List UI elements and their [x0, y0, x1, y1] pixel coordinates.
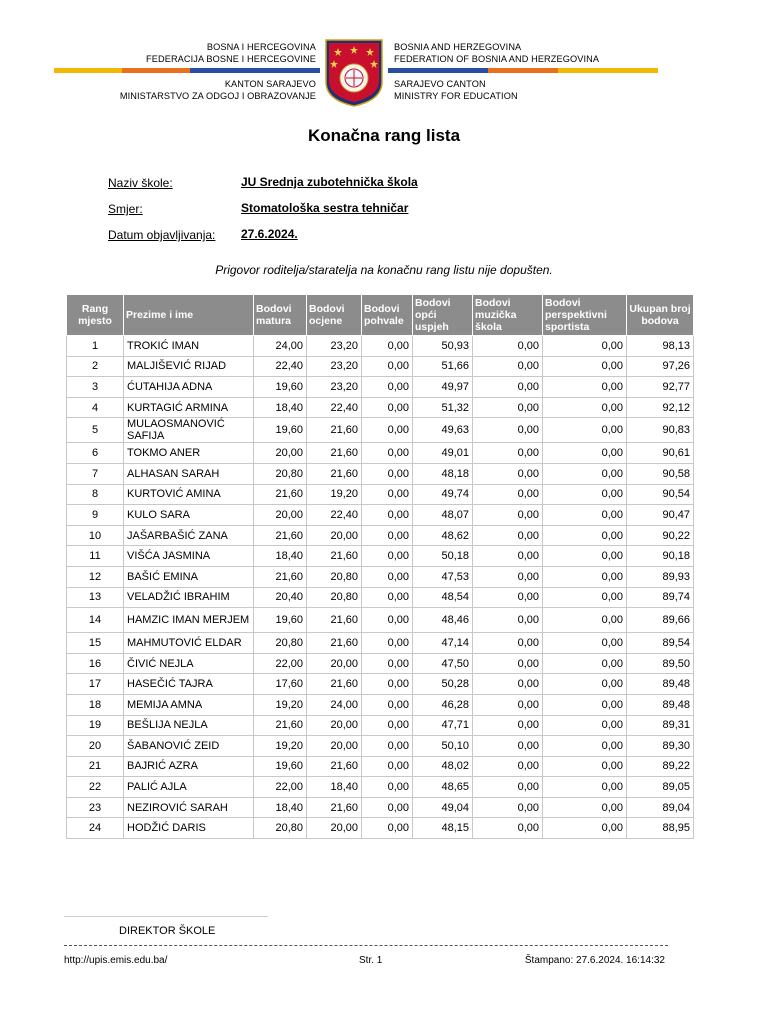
- cell-music-school: 0,00: [473, 546, 543, 567]
- cell-commendations: 0,00: [362, 797, 413, 818]
- cell-name: MALJIŠEVIĆ RIJAD: [124, 356, 254, 377]
- cell-commendations: 0,00: [362, 336, 413, 357]
- cell-matura: 21,60: [254, 484, 307, 505]
- cell-athlete: 0,00: [543, 336, 627, 357]
- cell-total: 89,05: [627, 777, 694, 798]
- cell-matura: 21,60: [254, 525, 307, 546]
- cell-rank: 17: [67, 674, 124, 695]
- cell-total: 90,83: [627, 418, 694, 443]
- cell-general-success: 46,28: [413, 694, 473, 715]
- cell-rank: 15: [67, 633, 124, 654]
- cell-commendations: 0,00: [362, 377, 413, 398]
- cell-grades: 21,60: [307, 797, 362, 818]
- header-stripe-blue-right: [388, 68, 488, 73]
- direction-value: Stomatološka sestra tehničar: [241, 201, 409, 215]
- cell-commendations: 0,00: [362, 546, 413, 567]
- table-row: [67, 525, 694, 546]
- cell-total: 88,95: [627, 818, 694, 839]
- table-row: [67, 587, 694, 608]
- cell-name: NEZIROVIĆ SARAH: [124, 797, 254, 818]
- cell-matura: 19,60: [254, 608, 307, 633]
- cell-rank: 10: [67, 525, 124, 546]
- cell-music-school: 0,00: [473, 736, 543, 757]
- cell-music-school: 0,00: [473, 525, 543, 546]
- cell-grades: 24,00: [307, 694, 362, 715]
- cell-general-success: 51,66: [413, 356, 473, 377]
- cell-athlete: 0,00: [543, 608, 627, 633]
- cell-rank: 3: [67, 377, 124, 398]
- cell-music-school: 0,00: [473, 336, 543, 357]
- cell-general-success: 47,53: [413, 566, 473, 587]
- table-row: [67, 566, 694, 587]
- cell-grades: 20,80: [307, 587, 362, 608]
- cell-commendations: 0,00: [362, 356, 413, 377]
- col-header-commendations: Bodovi pohvale: [362, 295, 413, 336]
- header-left-bottom: [120, 78, 316, 102]
- table-row: [67, 818, 694, 839]
- cell-name: ČIVIĆ NEJLA: [124, 653, 254, 674]
- cell-music-school: 0,00: [473, 566, 543, 587]
- cell-general-success: 48,54: [413, 587, 473, 608]
- cell-athlete: 0,00: [543, 566, 627, 587]
- cell-general-success: 50,18: [413, 546, 473, 567]
- cell-name: BAJRIĆ AZRA: [124, 756, 254, 777]
- cell-general-success: 48,07: [413, 505, 473, 526]
- cell-name: KURTAGIĆ ARMINA: [124, 397, 254, 418]
- cell-general-success: 48,18: [413, 463, 473, 484]
- table-body: [67, 336, 694, 839]
- table-row: [67, 484, 694, 505]
- cell-commendations: 0,00: [362, 674, 413, 695]
- header-stripe-blue-left: [190, 68, 320, 73]
- cell-athlete: 0,00: [543, 797, 627, 818]
- table-row: [67, 756, 694, 777]
- cell-rank: 5: [67, 418, 124, 443]
- table-row: [67, 356, 694, 377]
- footer-divider: [64, 945, 668, 946]
- cell-total: 90,54: [627, 484, 694, 505]
- cell-total: 89,04: [627, 797, 694, 818]
- cell-grades: 21,60: [307, 463, 362, 484]
- cell-grades: 22,40: [307, 397, 362, 418]
- cell-name: HODŽIĆ DARIS: [124, 818, 254, 839]
- table-row: [67, 608, 694, 633]
- cell-commendations: 0,00: [362, 736, 413, 757]
- cell-total: 89,31: [627, 715, 694, 736]
- header-country-bs: BOSNA I HERCEGOVINA: [206, 42, 316, 52]
- cell-grades: 20,80: [307, 566, 362, 587]
- cell-commendations: 0,00: [362, 505, 413, 526]
- coat-of-arms-emblem: [324, 38, 384, 108]
- cell-music-school: 0,00: [473, 715, 543, 736]
- cell-athlete: 0,00: [543, 694, 627, 715]
- cell-grades: 23,20: [307, 377, 362, 398]
- col-header-athlete: Bodovi perspektivni sportista: [543, 295, 627, 336]
- cell-athlete: 0,00: [543, 397, 627, 418]
- cell-rank: 16: [67, 653, 124, 674]
- appeal-note: Prigovor roditelja/staratelja na konačnu rang listu nije dopušten.: [215, 263, 553, 277]
- cell-total: 89,50: [627, 653, 694, 674]
- header-stripe-yellow-right: [558, 68, 658, 73]
- cell-matura: 20,80: [254, 818, 307, 839]
- cell-commendations: 0,00: [362, 566, 413, 587]
- cell-general-success: 48,46: [413, 608, 473, 633]
- direction-label: Smjer:: [108, 202, 143, 216]
- cell-music-school: 0,00: [473, 777, 543, 798]
- ranking-table: [66, 294, 694, 839]
- table-row: [67, 777, 694, 798]
- cell-general-success: 47,14: [413, 633, 473, 654]
- cell-commendations: 0,00: [362, 525, 413, 546]
- cell-general-success: 50,28: [413, 674, 473, 695]
- cell-commendations: 0,00: [362, 633, 413, 654]
- cell-name: MAHMUTOVIĆ ELDAR: [124, 633, 254, 654]
- cell-music-school: 0,00: [473, 397, 543, 418]
- cell-grades: 21,60: [307, 443, 362, 464]
- cell-total: 89,30: [627, 736, 694, 757]
- cell-grades: 21,60: [307, 608, 362, 633]
- header-federation-bs: FEDERACIJA BOSNE I HERCEGOVINE: [146, 54, 316, 64]
- cell-total: 89,54: [627, 633, 694, 654]
- cell-athlete: 0,00: [543, 715, 627, 736]
- col-header-music-school: Bodovi muzička škola: [473, 295, 543, 336]
- page-title: Konačna rang lista: [307, 126, 461, 145]
- cell-rank: 4: [67, 397, 124, 418]
- table-row: [67, 463, 694, 484]
- cell-commendations: 0,00: [362, 397, 413, 418]
- cell-grades: 21,60: [307, 546, 362, 567]
- header-right-bottom: [394, 78, 518, 102]
- cell-name: PALIĆ AJLA: [124, 777, 254, 798]
- cell-total: 89,66: [627, 608, 694, 633]
- header-stripe-yellow-left: [54, 68, 122, 73]
- header-canton-bs: KANTON SARAJEVO: [224, 79, 316, 89]
- cell-commendations: 0,00: [362, 756, 413, 777]
- school-value: JU Srednja zubotehnička škola: [241, 175, 418, 189]
- cell-matura: 19,20: [254, 736, 307, 757]
- cell-name: ALHASAN SARAH: [124, 463, 254, 484]
- cell-athlete: 0,00: [543, 633, 627, 654]
- cell-commendations: 0,00: [362, 443, 413, 464]
- cell-total: 90,22: [627, 525, 694, 546]
- header-country-en: BOSNIA AND HERZEGOVINA: [394, 42, 522, 52]
- header-ministry-en: MINISTRY FOR EDUCATION: [394, 91, 518, 101]
- cell-athlete: 0,00: [543, 777, 627, 798]
- table-row: [67, 443, 694, 464]
- cell-commendations: 0,00: [362, 608, 413, 633]
- date-label: Datum objavljivanja:: [108, 228, 216, 242]
- cell-total: 90,47: [627, 505, 694, 526]
- cell-athlete: 0,00: [543, 546, 627, 567]
- col-header-general-success: Bodovi opći uspjeh: [413, 295, 473, 336]
- cell-commendations: 0,00: [362, 818, 413, 839]
- cell-athlete: 0,00: [543, 818, 627, 839]
- cell-matura: 20,00: [254, 443, 307, 464]
- cell-grades: 22,40: [307, 505, 362, 526]
- cell-rank: 9: [67, 505, 124, 526]
- cell-grades: 19,20: [307, 484, 362, 505]
- cell-rank: 7: [67, 463, 124, 484]
- table-row: [67, 736, 694, 757]
- header-stripe-orange-left: [122, 68, 190, 73]
- cell-matura: 19,60: [254, 756, 307, 777]
- cell-name: ŠABANOVIĆ ZEID: [124, 736, 254, 757]
- header-federation-en: FEDERATION OF BOSNIA AND HERZEGOVINA: [394, 54, 600, 64]
- cell-commendations: 0,00: [362, 418, 413, 443]
- cell-general-success: 48,62: [413, 525, 473, 546]
- col-header-grades: Bodovi ocjene: [307, 295, 362, 336]
- cell-athlete: 0,00: [543, 377, 627, 398]
- cell-music-school: 0,00: [473, 587, 543, 608]
- cell-grades: 23,20: [307, 336, 362, 357]
- cell-grades: 21,60: [307, 633, 362, 654]
- col-header-total: Ukupan broj bodova: [627, 295, 694, 336]
- cell-music-school: 0,00: [473, 797, 543, 818]
- cell-matura: 21,60: [254, 715, 307, 736]
- header-left-top: [146, 41, 316, 65]
- cell-general-success: 47,71: [413, 715, 473, 736]
- cell-total: 97,26: [627, 356, 694, 377]
- cell-total: 90,61: [627, 443, 694, 464]
- cell-matura: 22,00: [254, 777, 307, 798]
- cell-matura: 19,20: [254, 694, 307, 715]
- cell-grades: 20,00: [307, 736, 362, 757]
- signature-label: DIREKTOR ŠKOLE: [119, 925, 216, 937]
- cell-music-school: 0,00: [473, 633, 543, 654]
- cell-rank: 19: [67, 715, 124, 736]
- cell-matura: 20,80: [254, 633, 307, 654]
- cell-name: HAMZIC IMAN MERJEM: [124, 608, 254, 633]
- cell-athlete: 0,00: [543, 525, 627, 546]
- table-row: [67, 505, 694, 526]
- cell-rank: 12: [67, 566, 124, 587]
- cell-rank: 6: [67, 443, 124, 464]
- table-row: [67, 674, 694, 695]
- cell-general-success: 50,93: [413, 336, 473, 357]
- cell-commendations: 0,00: [362, 484, 413, 505]
- cell-matura: 20,40: [254, 587, 307, 608]
- cell-general-success: 48,02: [413, 756, 473, 777]
- header-canton-en: SARAJEVO CANTON: [394, 79, 486, 89]
- cell-athlete: 0,00: [543, 418, 627, 443]
- cell-athlete: 0,00: [543, 463, 627, 484]
- school-label: Naziv škole:: [108, 176, 173, 190]
- cell-matura: 19,60: [254, 418, 307, 443]
- cell-rank: 18: [67, 694, 124, 715]
- table-row: [67, 633, 694, 654]
- cell-grades: 20,00: [307, 715, 362, 736]
- cell-matura: 18,40: [254, 546, 307, 567]
- cell-commendations: 0,00: [362, 715, 413, 736]
- footer-page-number: Str. 1: [359, 955, 383, 966]
- header-stripe-orange-right: [488, 68, 558, 73]
- cell-rank: 20: [67, 736, 124, 757]
- cell-music-school: 0,00: [473, 818, 543, 839]
- cell-rank: 1: [67, 336, 124, 357]
- cell-grades: 21,60: [307, 674, 362, 695]
- cell-athlete: 0,00: [543, 505, 627, 526]
- cell-rank: 21: [67, 756, 124, 777]
- cell-total: 90,18: [627, 546, 694, 567]
- cell-general-success: 47,50: [413, 653, 473, 674]
- table-row: [67, 397, 694, 418]
- cell-grades: 23,20: [307, 356, 362, 377]
- cell-rank: 13: [67, 587, 124, 608]
- date-value: 27.6.2024.: [241, 227, 298, 241]
- cell-name: VELADŽIĆ IBRAHIM: [124, 587, 254, 608]
- cell-rank: 8: [67, 484, 124, 505]
- cell-commendations: 0,00: [362, 694, 413, 715]
- cell-name: JAŠARBAŠIĆ ZANA: [124, 525, 254, 546]
- cell-music-school: 0,00: [473, 674, 543, 695]
- cell-total: 89,93: [627, 566, 694, 587]
- cell-commendations: 0,00: [362, 463, 413, 484]
- cell-matura: 22,40: [254, 356, 307, 377]
- cell-athlete: 0,00: [543, 756, 627, 777]
- cell-name: BAŠIĆ EMINA: [124, 566, 254, 587]
- cell-name: BEŠLIJA NEJLA: [124, 715, 254, 736]
- cell-music-school: 0,00: [473, 484, 543, 505]
- cell-rank: 24: [67, 818, 124, 839]
- cell-general-success: 49,74: [413, 484, 473, 505]
- cell-name: ĆUTAHIJA ADNA: [124, 377, 254, 398]
- cell-name: TROKIĆ IMAN: [124, 336, 254, 357]
- cell-music-school: 0,00: [473, 418, 543, 443]
- cell-grades: 20,00: [307, 653, 362, 674]
- cell-total: 89,48: [627, 674, 694, 695]
- cell-general-success: 50,10: [413, 736, 473, 757]
- cell-music-school: 0,00: [473, 608, 543, 633]
- cell-total: 92,12: [627, 397, 694, 418]
- table-row: [67, 377, 694, 398]
- cell-commendations: 0,00: [362, 587, 413, 608]
- cell-music-school: 0,00: [473, 756, 543, 777]
- cell-music-school: 0,00: [473, 356, 543, 377]
- cell-general-success: 49,01: [413, 443, 473, 464]
- cell-total: 89,48: [627, 694, 694, 715]
- cell-commendations: 0,00: [362, 653, 413, 674]
- cell-music-school: 0,00: [473, 377, 543, 398]
- cell-athlete: 0,00: [543, 587, 627, 608]
- cell-matura: 17,60: [254, 674, 307, 695]
- cell-general-success: 49,63: [413, 418, 473, 443]
- cell-grades: 21,60: [307, 756, 362, 777]
- cell-total: 92,77: [627, 377, 694, 398]
- cell-name: MEMIJA AMNA: [124, 694, 254, 715]
- cell-athlete: 0,00: [543, 653, 627, 674]
- cell-athlete: 0,00: [543, 736, 627, 757]
- table-row: [67, 336, 694, 357]
- table-row: [67, 653, 694, 674]
- footer-printed-timestamp: Štampano: 27.6.2024. 16:14:32: [524, 955, 665, 966]
- cell-general-success: 51,32: [413, 397, 473, 418]
- cell-name: VIŠĆA JASMINA: [124, 546, 254, 567]
- cell-athlete: 0,00: [543, 443, 627, 464]
- col-header-name: Prezime i ime: [124, 295, 254, 336]
- cell-commendations: 0,00: [362, 777, 413, 798]
- cell-grades: 21,60: [307, 418, 362, 443]
- cell-rank: 23: [67, 797, 124, 818]
- cell-name: KURTOVIĆ AMINA: [124, 484, 254, 505]
- table-row: [67, 797, 694, 818]
- cell-total: 98,13: [627, 336, 694, 357]
- cell-matura: 18,40: [254, 797, 307, 818]
- cell-athlete: 0,00: [543, 356, 627, 377]
- table-row: [67, 715, 694, 736]
- cell-total: 89,22: [627, 756, 694, 777]
- table-row: [67, 694, 694, 715]
- col-header-matura: Bodovi matura: [254, 295, 307, 336]
- cell-name: KULO SARA: [124, 505, 254, 526]
- cell-athlete: 0,00: [543, 674, 627, 695]
- cell-general-success: 49,97: [413, 377, 473, 398]
- table-row: [67, 418, 694, 443]
- cell-general-success: 48,15: [413, 818, 473, 839]
- cell-rank: 2: [67, 356, 124, 377]
- cell-grades: 20,00: [307, 818, 362, 839]
- cell-athlete: 0,00: [543, 484, 627, 505]
- cell-music-school: 0,00: [473, 443, 543, 464]
- cell-general-success: 49,04: [413, 797, 473, 818]
- col-header-rank: Rang mjesto: [67, 295, 124, 336]
- cell-matura: 20,00: [254, 505, 307, 526]
- table-header-row: [67, 295, 694, 336]
- footer-url[interactable]: http://upis.emis.edu.ba/: [64, 955, 168, 966]
- signature-line: [64, 916, 268, 917]
- cell-rank: 11: [67, 546, 124, 567]
- cell-rank: 22: [67, 777, 124, 798]
- cell-grades: 20,00: [307, 525, 362, 546]
- cell-matura: 21,60: [254, 566, 307, 587]
- cell-matura: 22,00: [254, 653, 307, 674]
- header-right-top: [394, 41, 599, 65]
- cell-general-success: 48,65: [413, 777, 473, 798]
- header-ministry-bs: MINISTARSTVO ZA ODGOJ I OBRAZOVANJE: [119, 91, 316, 101]
- cell-total: 90,58: [627, 463, 694, 484]
- cell-name: TOKMO ANER: [124, 443, 254, 464]
- cell-rank: 14: [67, 608, 124, 633]
- cell-music-school: 0,00: [473, 653, 543, 674]
- cell-music-school: 0,00: [473, 694, 543, 715]
- cell-total: 89,74: [627, 587, 694, 608]
- cell-matura: 18,40: [254, 397, 307, 418]
- cell-grades: 18,40: [307, 777, 362, 798]
- cell-matura: 24,00: [254, 336, 307, 357]
- cell-matura: 20,80: [254, 463, 307, 484]
- cell-matura: 19,60: [254, 377, 307, 398]
- cell-music-school: 0,00: [473, 463, 543, 484]
- cell-music-school: 0,00: [473, 505, 543, 526]
- table-row: [67, 546, 694, 567]
- cell-name: MULAOSMANOVIĆ SAFIJA: [124, 418, 254, 443]
- cell-name: HASEČIĆ TAJRA: [124, 674, 254, 695]
